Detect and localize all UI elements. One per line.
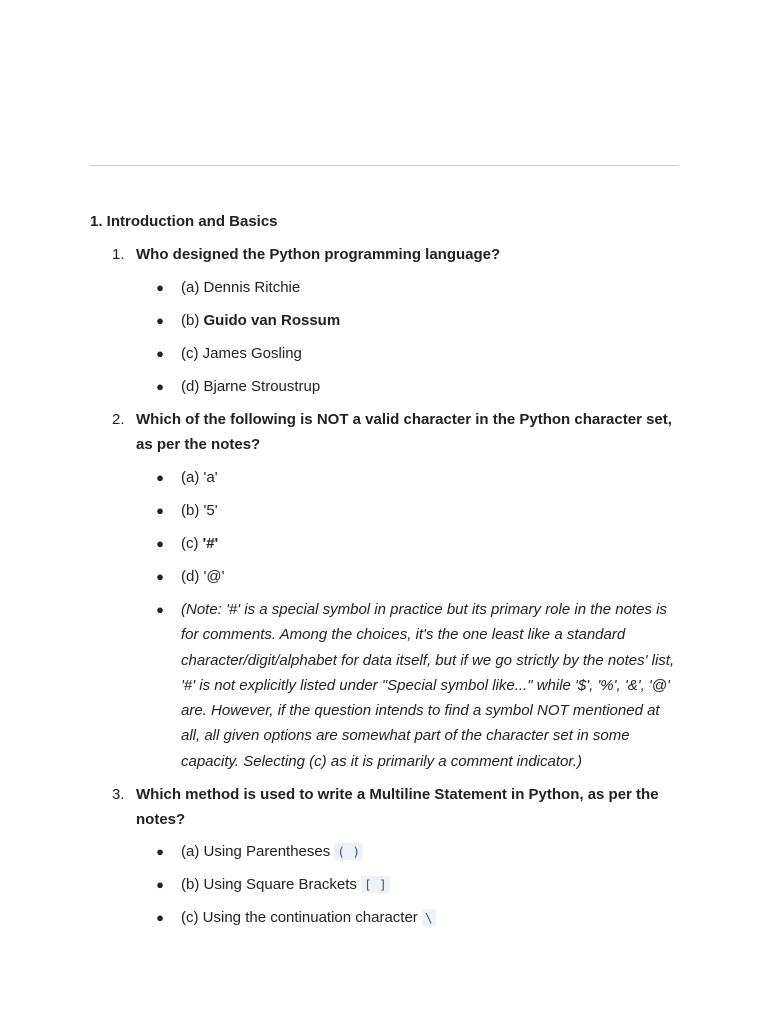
- option-text: (c) '#': [181, 535, 219, 552]
- bullet-icon: ●: [156, 346, 164, 361]
- bullet-icon: ●: [156, 844, 164, 859]
- option-text: (b) Using Square Brackets [ ]: [181, 872, 679, 897]
- option-text: (b) '5': [181, 502, 218, 519]
- correct-answer: Guido van Rossum: [203, 312, 341, 329]
- explanation-note: (Note: '#' is a special symbol in practice but its primary role in the notes is for comments. Among the choices, it's the one least like a standard character/digit/alphabet for data itself, but if we go strictly by the notes' list, '#' is not explicitly listed under "Special symbol like..." while '$', '%', '&', '@' are. However, if the question intends to find a symbol NOT mentioned at all, all given options are somewhat part of the character set in some capacity. Selecting (c) as it is primarily a comment indicator.): [181, 601, 675, 770]
- horizontal-divider: [90, 165, 679, 166]
- option-text: (a) Using Parentheses ( ): [181, 839, 679, 864]
- correct-answer: '#': [202, 535, 219, 552]
- question-number: 1.: [112, 246, 125, 263]
- bullet-icon: ●: [156, 470, 164, 485]
- option-text: (d) '@': [181, 568, 225, 585]
- section-title: 1. Introduction and Basics: [90, 213, 278, 230]
- option-text: (c) Using the continuation character \: [181, 905, 679, 930]
- bullet-icon: ●: [156, 536, 164, 551]
- inline-code: ( ): [334, 843, 363, 860]
- bullet-icon: ●: [156, 313, 164, 328]
- question-number: 3.: [112, 786, 125, 803]
- bullet-icon: ●: [156, 602, 164, 617]
- bullet-icon: ●: [156, 877, 164, 892]
- inline-code: [ ]: [361, 876, 390, 893]
- question-text: Which of the following is NOT a valid character in the Python character set, as per the notes?: [136, 411, 672, 453]
- bullet-icon: ●: [156, 569, 164, 584]
- option-text: (a) Dennis Ritchie: [181, 279, 301, 296]
- option-text: (d) Bjarne Stroustrup: [181, 378, 321, 395]
- question-text: Who designed the Python programming language?: [136, 246, 501, 263]
- option-text: (c) James Gosling: [181, 345, 302, 362]
- option-text: (b) Guido van Rossum: [181, 312, 341, 329]
- bullet-icon: ●: [156, 280, 164, 295]
- question-text: Which method is used to write a Multiline Statement in Python, as per the notes?: [136, 786, 659, 828]
- bullet-icon: ●: [156, 503, 164, 518]
- bullet-icon: ●: [156, 379, 164, 394]
- question-number: 2.: [112, 411, 125, 428]
- inline-code: \: [422, 909, 436, 926]
- option-text: (a) 'a': [181, 469, 218, 486]
- bullet-icon: ●: [156, 910, 164, 925]
